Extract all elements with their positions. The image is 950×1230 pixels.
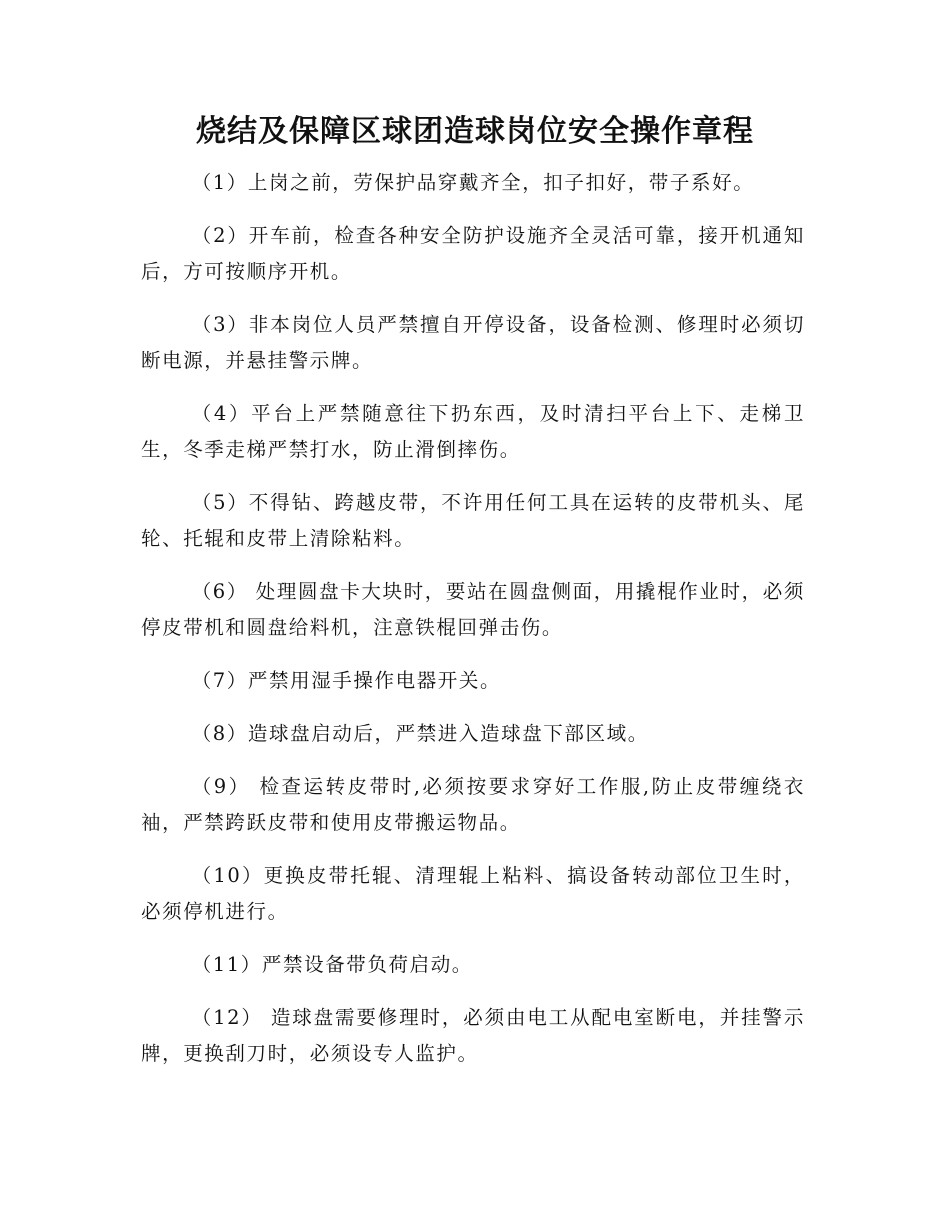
rule-paragraph-4: （4）平台上严禁随意往下扔东西，及时清扫平台上下、走梯卫生，冬季走梯严禁打水，防止滑倒摔伤。 [141, 402, 805, 461]
document-body [141, 165, 805, 1089]
rule-paragraph-9: （9） 检查运转皮带时,必须按要求穿好工作服,防止皮带缠绕衣袖，严禁跨跃皮带和使用皮带搬运物品。 [141, 775, 805, 834]
rule-paragraph-2: （2）开车前，检查各种安全防护设施齐全灵活可靠，接开机通知后，方可按顺序开机。 [141, 224, 805, 283]
rule-paragraph-10: （10）更换皮带托辊、清理辊上粘料、搞设备转动部位卫生时，必须停机进行。 [141, 864, 805, 923]
rule-paragraph-12: （12） 造球盘需要修理时，必须由电工从配电室断电，并挂警示牌，更换刮刀时，必须设专人监护。 [141, 1006, 805, 1065]
rule-paragraph-5: （5）不得钻、跨越皮带，不许用任何工具在运转的皮带机头、尾轮、托辊和皮带上清除粘料。 [141, 491, 805, 550]
document-title: 烧结及保障区球团造球岗位安全操作章程 [196, 114, 754, 149]
rule-paragraph-7: （7）严禁用湿手操作电器开关。 [191, 669, 502, 692]
rule-paragraph-3: （3）非本岗位人员严禁擅自开停设备，设备检测、修理时必须切断电源，并悬挂警示牌。 [141, 313, 805, 372]
rule-paragraph-1: （1）上岗之前，劳保护品穿戴齐全，扣子扣好，带子系好。 [191, 171, 755, 194]
rule-paragraph-6: （6） 处理圆盘卡大块时，要站在圆盘侧面，用撬棍作业时，必须停皮带机和圆盘给料机，注意铁棍回弹击伤。 [141, 580, 805, 639]
rule-paragraph-11: （11）严禁设备带负荷启动。 [191, 953, 473, 976]
rule-paragraph-8: （8）造球盘启动后，严禁进入造球盘下部区域。 [191, 722, 649, 745]
